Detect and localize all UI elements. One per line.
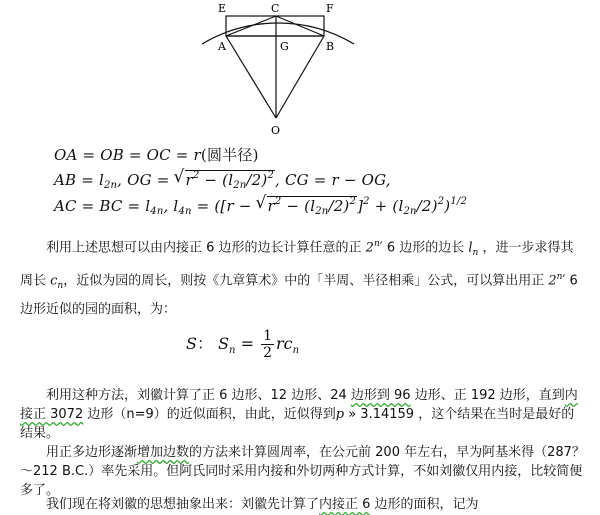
label-F: F	[326, 2, 334, 15]
segment-AC	[226, 16, 276, 36]
equation-line-1: OA = OB = OC = r(圆半径)	[54, 146, 259, 164]
segment-OA	[226, 36, 276, 118]
area-formula: S： $S_n$ = $\frac{1}{2}$ $rc_n$	[186, 328, 300, 361]
segment-CB	[276, 16, 324, 36]
paragraph-2: 利用这种方法，刘徽计算了正 6 边形、12 边形、24 边形到 96 边形、正 192 边形，直到内接正 3072 边形（n=9）的近似面积，由此，近似得到p » 3.14159 ，这个结果在当时是最好的结果。	[20, 388, 578, 441]
fraction-one-half: $\frac{1}{2}$	[263, 328, 272, 361]
geometry-figure	[0, 0, 600, 140]
paragraph-4: 我们现在将刘徽的思想抽象出来：刘徽先计算了内接正 6 边形的面积，记为	[46, 497, 479, 512]
label-O: O	[271, 124, 281, 137]
paragraph-3: 用正多边形逐渐增加边数的方法来计算圆周率，在公元前 200 年左右，早为阿基米得（287？～212 B.C.）率先采用。但阿氏同时采用内接和外切两种方式计算，不如刘徽仅用内接，比较简便多了。	[20, 445, 585, 498]
label-C: C	[271, 2, 280, 15]
sqrt-expression: √ $r^2 - (l_{2n}/2)^2$	[175, 170, 276, 191]
label-B: B	[326, 40, 335, 53]
sqrt-expression: √ $r^2 - (l_{2n}/2)^2$	[257, 196, 358, 217]
label-G: G	[280, 40, 289, 53]
label-A: A	[218, 40, 226, 53]
equation-line-3: AC = BC = $l_{4n}$, $l_{4n} = ([r$ − √ $r^2 - (l_{2n}/2)^2]^2 + (l_{2n}/2)^2)^{1/2}$	[54, 196, 467, 217]
equation-line-2: AB = $l_{2n}$, OG = √ $r^2 - (l_{2n}/2)^2$, CG = r − OG,	[54, 170, 391, 191]
label-E: E	[218, 2, 227, 15]
paragraph-1: 利用上述思想可以由内接正 6 边形的边长计算任意的正 2$^n$′ 6 边形的边长 $l_n$ ，进一步求得其周长 $c_n$，近似为园的周长，则按《九章算术》中的「半周、半径相乘」公式，可以算出用正 2$^n$′ 6 边形近似的园的面积，为：	[20, 239, 578, 317]
